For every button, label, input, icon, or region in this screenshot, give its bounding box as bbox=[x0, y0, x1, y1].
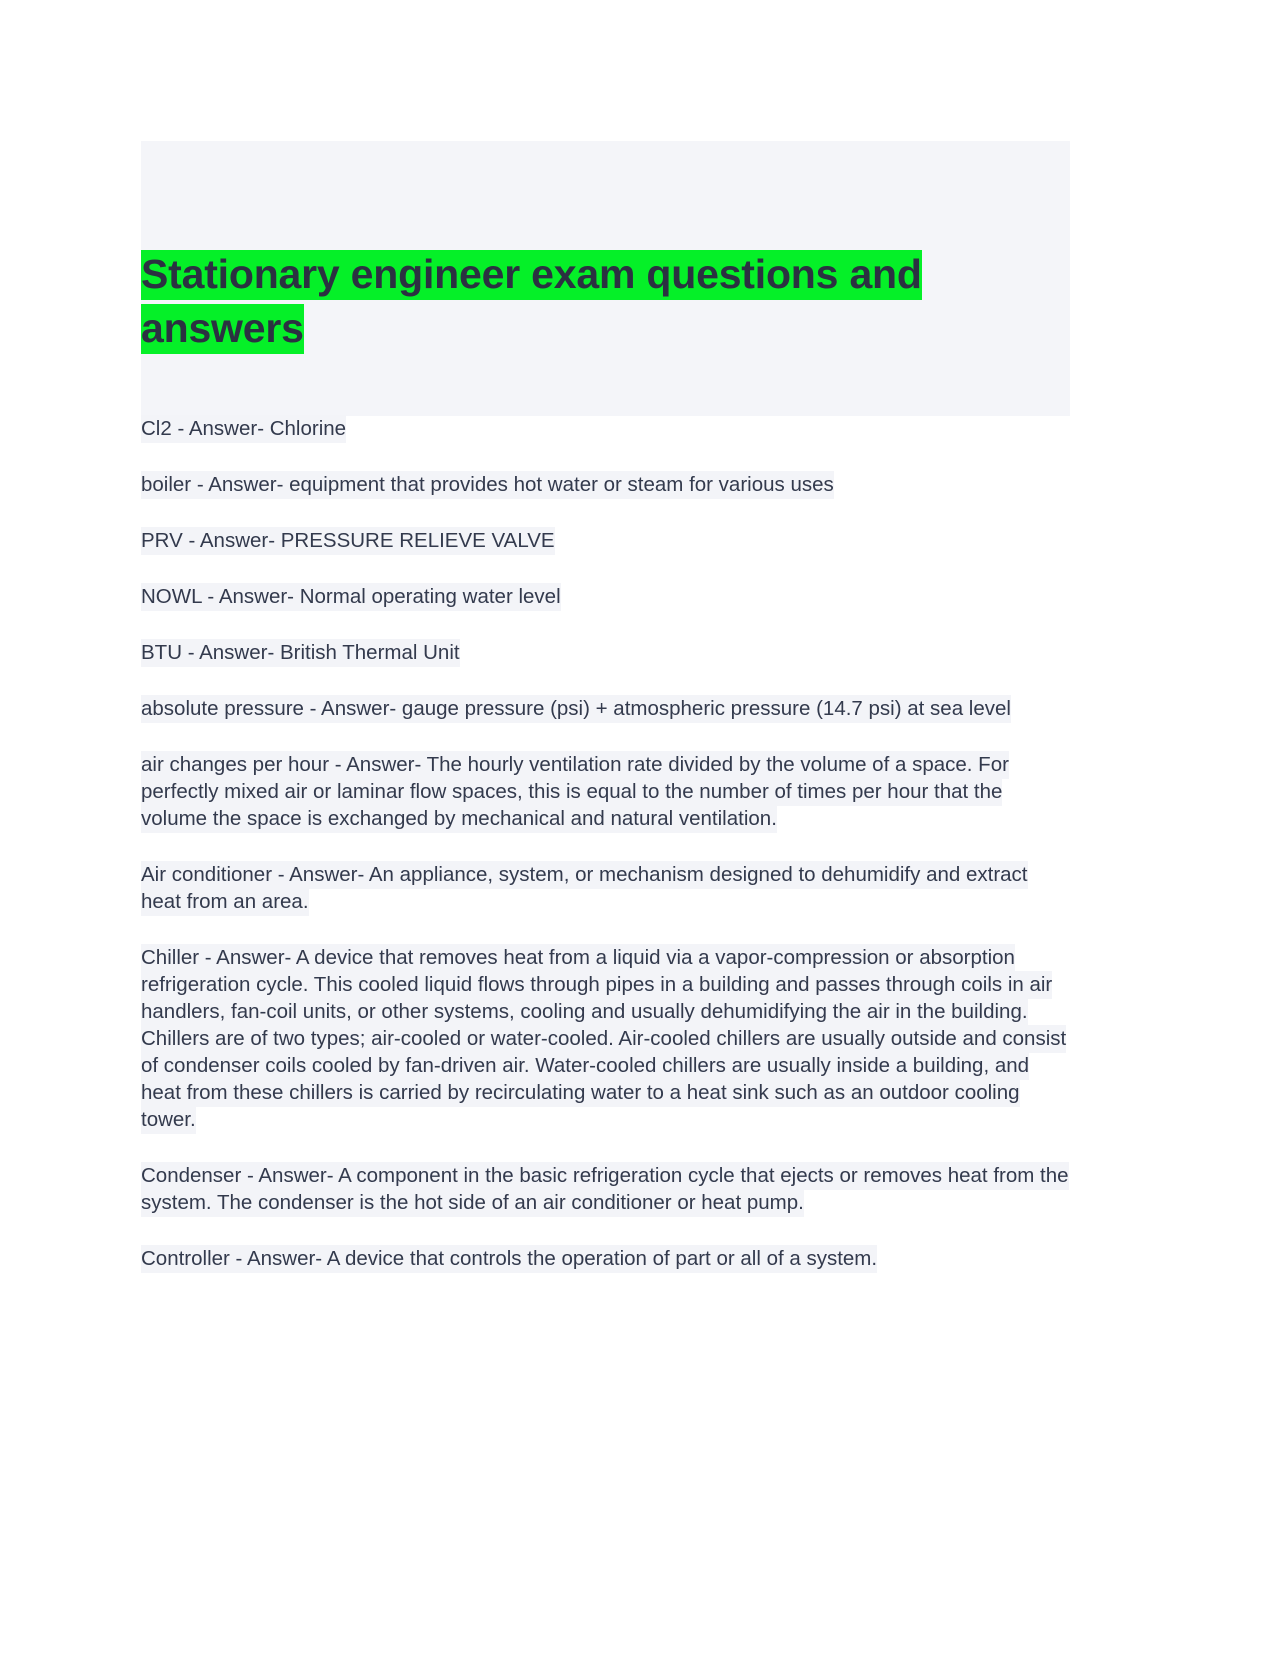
entry-text: absolute pressure - Answer- gauge pressure (psi) + atmospheric pressure (14.7 psi) at sea level bbox=[141, 695, 1011, 723]
entry-controller bbox=[141, 1245, 1070, 1272]
document-body bbox=[141, 415, 1070, 1272]
entry-text: NOWL - Answer- Normal operating water level bbox=[141, 583, 561, 611]
entry-text: PRV - Answer- PRESSURE RELIEVE VALVE bbox=[141, 527, 555, 555]
page-title-text: Stationary engineer exam questions and answers bbox=[141, 250, 922, 354]
entry-cl2 bbox=[141, 415, 1070, 442]
entry-text: Chiller - Answer- A device that removes heat from a liquid via a vapor-compression or absorption refrigeration cycle. This cooled liquid flows through pipes in a building and passes through coils in air handlers, fan-coil units, or other systems, cooling and usually dehumidifying the air in the building. Chillers are of two types; air-cooled or water-cooled. Air-cooled chillers are usually outside and consist of condenser coils cooled by fan-driven air. Water-cooled chillers are usually inside a building, and heat from these chillers is carried by recirculating water to a heat sink such as an outdoor cooling tower. bbox=[141, 944, 1066, 1134]
entry-boiler bbox=[141, 471, 1070, 498]
entry-air-conditioner bbox=[141, 861, 1070, 915]
entry-condenser bbox=[141, 1162, 1070, 1216]
entry-prv bbox=[141, 527, 1070, 554]
entry-text: Air conditioner - Answer- An appliance, system, or mechanism designed to dehumidify and extract heat from an area. bbox=[141, 861, 1028, 916]
entry-text: air changes per hour - Answer- The hourly ventilation rate divided by the volume of a space. For perfectly mixed air or laminar flow spaces, this is equal to the number of times per hour that the volume the space is exchanged by mechanical and natural ventilation. bbox=[141, 751, 1009, 833]
entry-air-changes-per-hour bbox=[141, 751, 1070, 832]
entry-btu bbox=[141, 639, 1070, 666]
entry-text: boiler - Answer- equipment that provides hot water or steam for various uses bbox=[141, 471, 834, 499]
entry-chiller bbox=[141, 944, 1070, 1133]
entry-text: Condenser - Answer- A component in the basic refrigeration cycle that ejects or removes heat from the system. The condenser is the hot side of an air conditioner or heat pump. bbox=[141, 1162, 1069, 1217]
entry-nowl bbox=[141, 583, 1070, 610]
page-title bbox=[141, 247, 1076, 355]
entry-text: BTU - Answer- British Thermal Unit bbox=[141, 639, 460, 667]
entry-text: Controller - Answer- A device that controls the operation of part or all of a system. bbox=[141, 1245, 877, 1273]
entry-absolute-pressure bbox=[141, 695, 1070, 722]
entry-text: Cl2 - Answer- Chlorine bbox=[141, 415, 346, 443]
